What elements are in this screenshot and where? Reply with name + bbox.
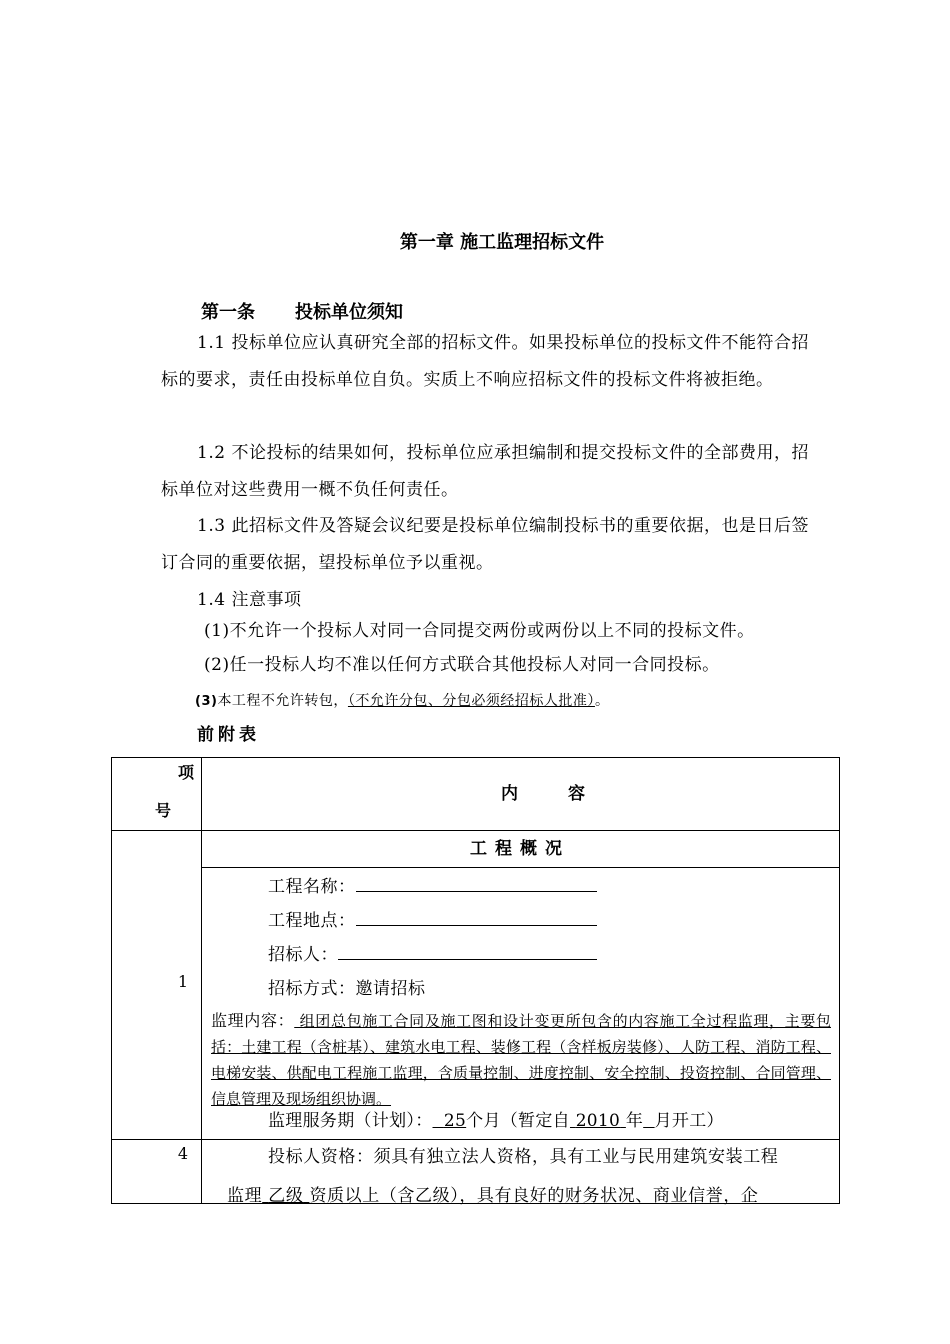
- table-border-top: [111, 757, 840, 758]
- project-name-label: 工程名称：: [268, 877, 356, 897]
- project-site-label: 工程地点：: [268, 911, 356, 931]
- service-period-mid: 个月（暂定自: [466, 1111, 570, 1131]
- notice-item-3: [195, 685, 609, 718]
- project-site-field: [268, 906, 597, 931]
- supervision-scope: [211, 1008, 831, 1112]
- bidder-qualification-line-2: [227, 1181, 759, 1206]
- table-header-content: 内容: [501, 784, 635, 804]
- notice-item-3-end: 。: [594, 693, 610, 709]
- tenderer-field: [268, 940, 597, 965]
- bidder-qualification-line-1: 投标人资格：须具有独立法人资格，具有工业与民用建筑安装工程: [268, 1147, 779, 1167]
- article-number: 第一条: [201, 302, 255, 323]
- qualification-suffix: 资质以上（含乙级），具有良好的财务状况、商业信誉，企: [309, 1186, 759, 1206]
- qualification-grade: [262, 1186, 309, 1206]
- tender-method: 招标方式：邀请招标: [268, 979, 426, 999]
- project-name-field: [268, 872, 597, 897]
- chapter-title: 第一章 施工监理招标文件: [399, 232, 605, 253]
- project-name-blank: [356, 873, 597, 892]
- service-period-year-suffix: 年: [625, 1111, 644, 1131]
- qualification-prefix: 监理: [227, 1186, 263, 1206]
- table-border-overview-bottom: [201, 867, 840, 868]
- service-period-year-value: 2010: [575, 1111, 621, 1131]
- supervision-scope-text: 组团总包施工合同及施工图和设计变更所包含的内容施工全过程监理，主要包括：土建工程（含桩基）、建筑水电工程、装修工程（含样板房装修）、人防工程、消防工程、电梯安装、供配电工程施工监理，含质量控制、进度控制、安全控制、投资控制、合同管理、信息管理及现场组织协调。: [211, 1012, 831, 1108]
- attachment-table-title: 前附表: [197, 725, 260, 745]
- notice-item-3-underlined: （不允许分包、分包必须经招标人批准）: [347, 693, 595, 709]
- service-period-label: 监理服务期（计划）：: [268, 1111, 433, 1131]
- service-period-months: [433, 1111, 467, 1131]
- tenderer-label: 招标人：: [268, 945, 338, 965]
- table-row-number-4: 4: [177, 1144, 188, 1163]
- project-site-blank: [356, 907, 597, 926]
- table-row-number-1: 1: [177, 972, 188, 991]
- table-border-row1-bottom: [111, 1139, 840, 1140]
- notice-item-2: (2)任一投标人均不准以任何方式联合其他投标人对同一合同投标。: [204, 655, 720, 675]
- article-heading: [201, 298, 403, 324]
- paragraph-1-2: 1.2 不论投标的结果如何，投标单位应承担编制和提交投标文件的全部费用，招标单位对这些费用一概不负任何责任。: [161, 443, 809, 500]
- supervision-scope-label: 监理内容：: [211, 1011, 295, 1030]
- service-period-month-blank: [643, 1111, 654, 1131]
- service-period-months-value: 25: [443, 1111, 467, 1131]
- service-period-year: [570, 1111, 626, 1131]
- notice-item-1: (1)不允许一个投标人对同一合同提交两份或两份以上不同的投标文件。: [204, 621, 755, 641]
- paragraph-1-1: 1.1 投标单位应认真研究全部的招标文件。如果投标单位的投标文件不能符合招标的要求，责任由投标单位自负。实质上不响应招标文件的投标文件将被拒绝。: [161, 333, 809, 390]
- notice-item-3-text: 本工程不允许转包，: [217, 693, 348, 709]
- table-border-divider: [201, 757, 202, 1204]
- table-border-right: [839, 757, 840, 1204]
- table-border-header-bottom: [111, 830, 840, 831]
- table-header-item-bottom: 号: [155, 801, 172, 820]
- paragraph-1-3: 1.3 此招标文件及答疑会议纪要是投标单位编制投标书的重要依据，也是日后签订合同的重要依据，望投标单位予以重视。: [161, 516, 809, 573]
- article-title: 投标单位须知: [295, 302, 403, 323]
- table-header-item-top: 项: [178, 763, 195, 782]
- notice-item-3-number: (3): [195, 694, 218, 709]
- qualification-grade-value: 乙级: [268, 1186, 304, 1206]
- project-overview-heading: 工程概况: [470, 839, 570, 859]
- service-period-end: 月开工）: [654, 1111, 724, 1131]
- service-period: [268, 1106, 724, 1131]
- tenderer-blank: [338, 941, 597, 960]
- paragraph-1-4: 1.4 注意事项: [197, 590, 302, 610]
